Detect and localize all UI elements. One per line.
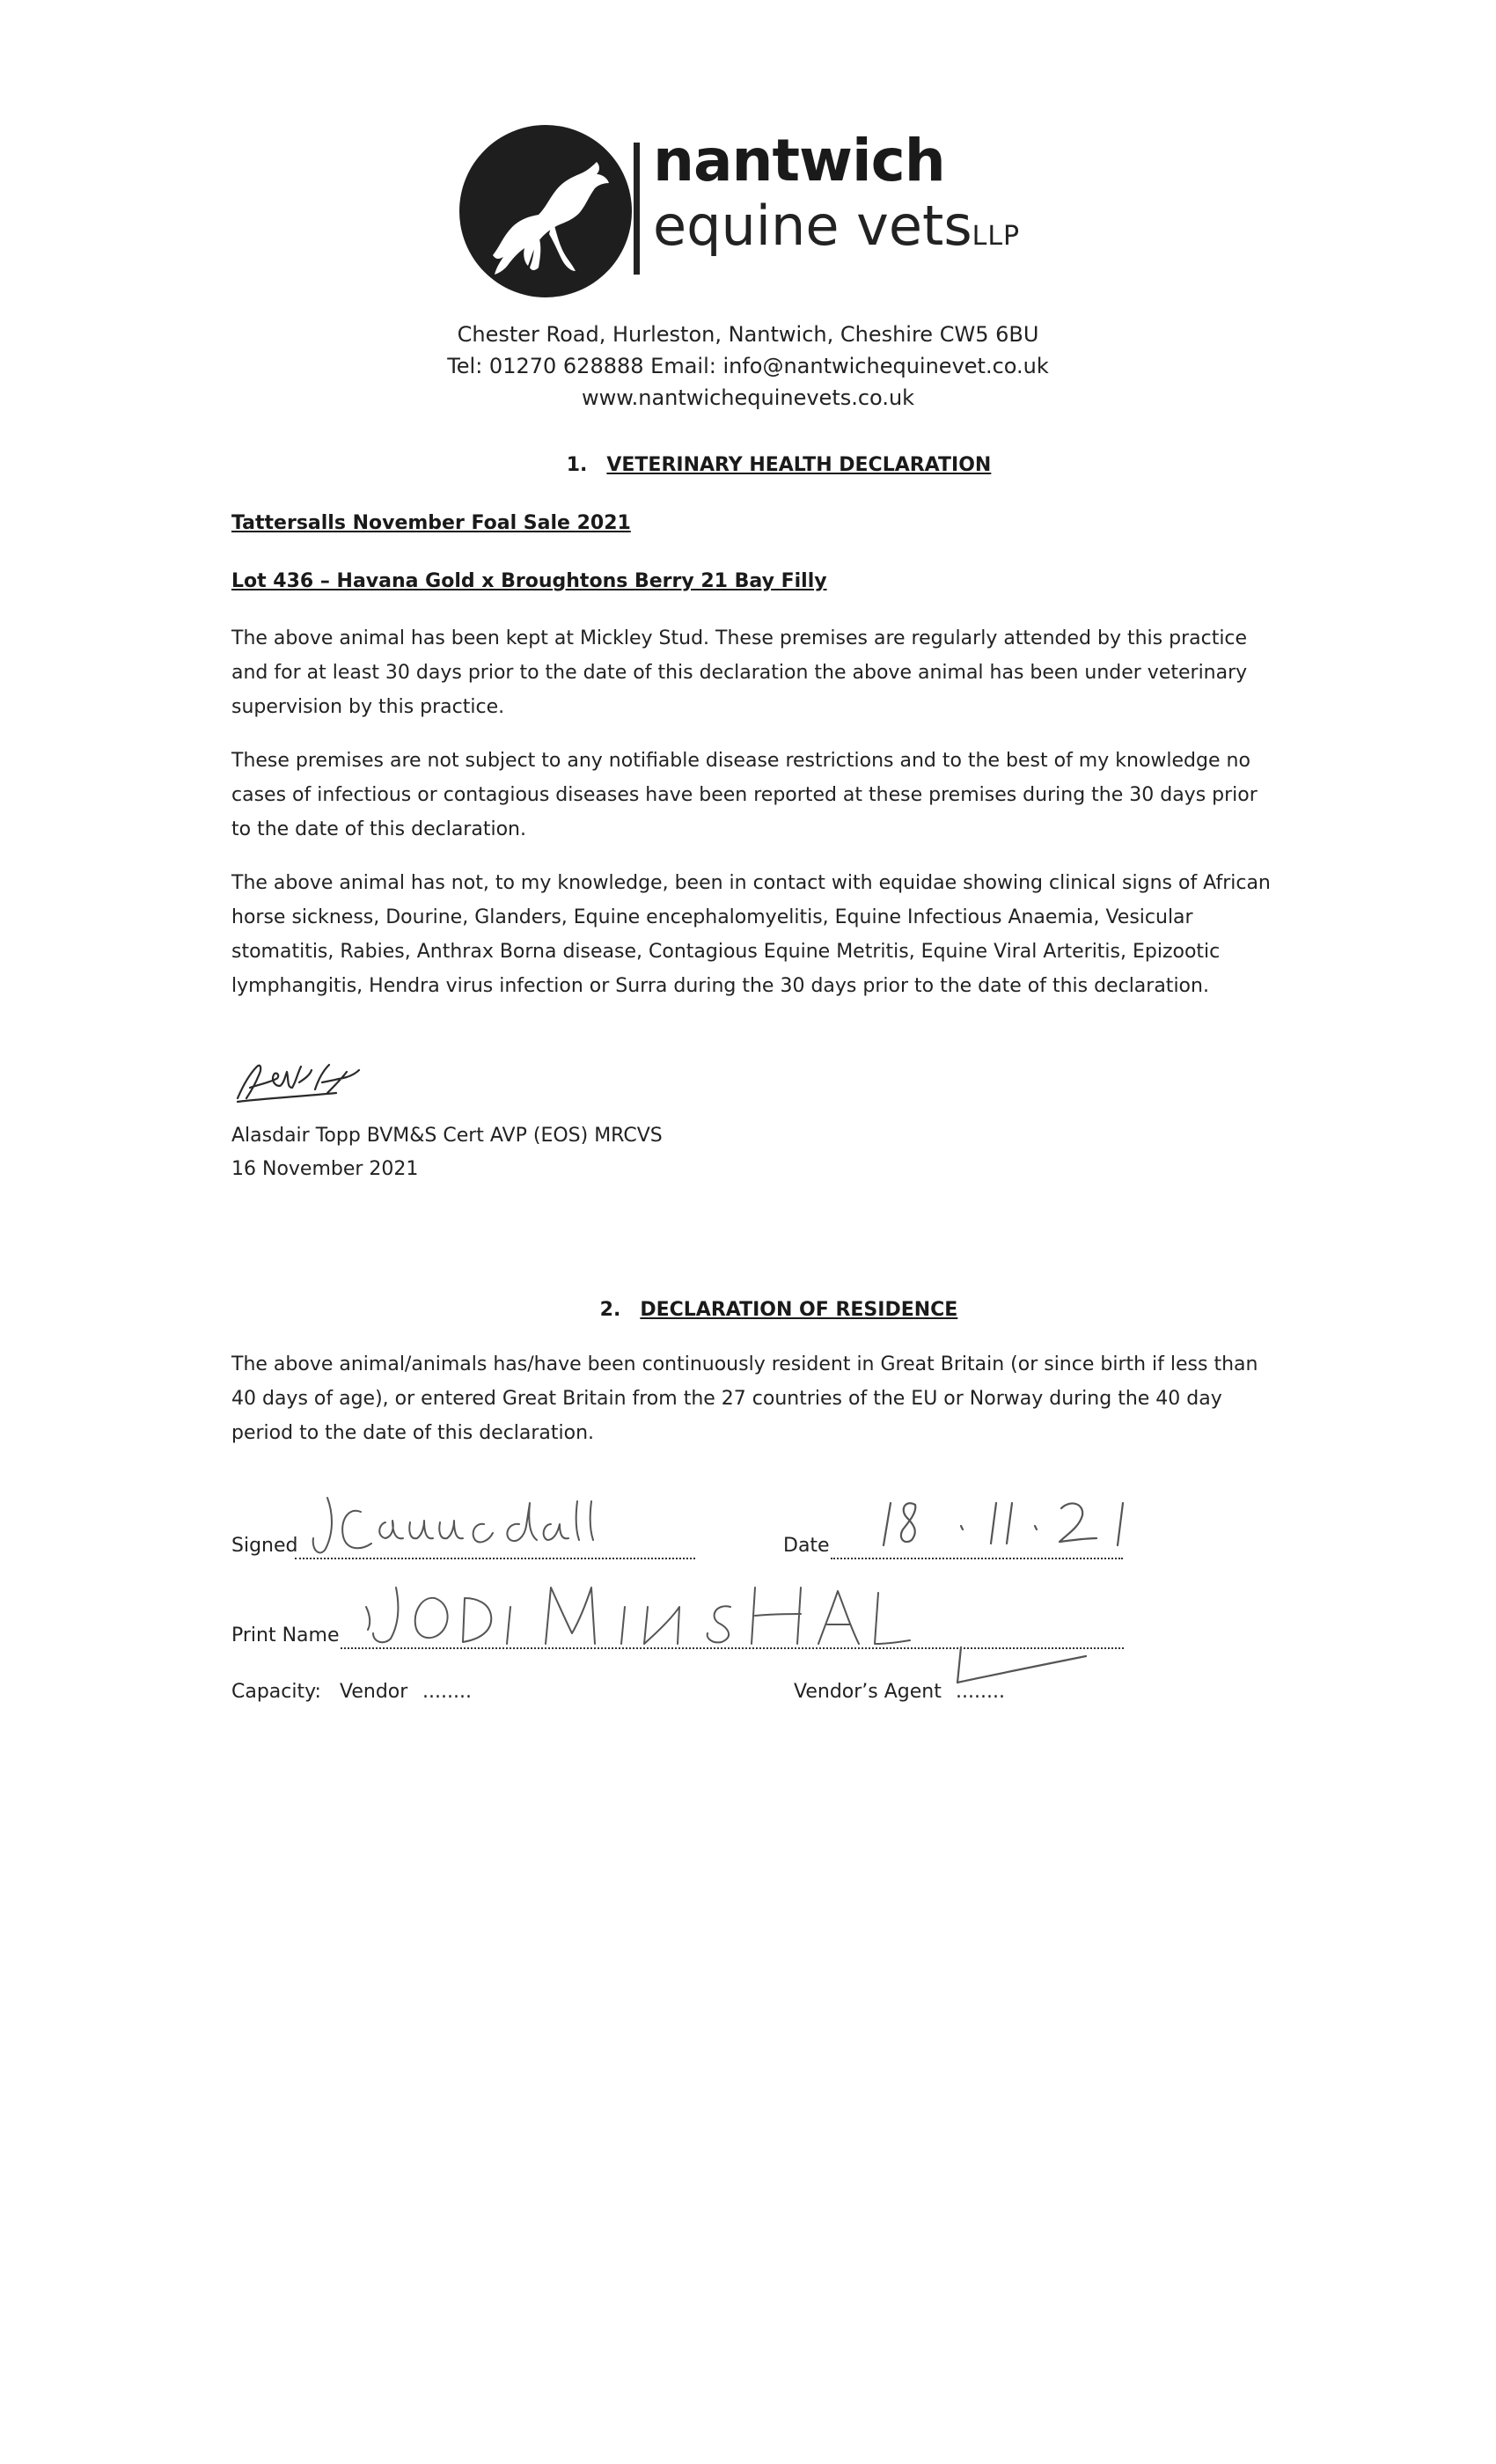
residence-paragraph: The above animal/animals has/have been continuously resident in Great Britain (or since birth if less than 40 days of age), or entered Great Britain from the 27 countries of the EU or Norway during the 40 day period to the date of this declaration. <box>231 1353 1258 1444</box>
date-label: Date <box>783 1535 830 1557</box>
lot-heading: Lot 436 – Havana Gold x Broughtons Berry 21 Bay Filly <box>231 570 827 592</box>
section-title: VETERINARY HEALTH DECLARATION <box>606 454 992 476</box>
letterhead-address <box>0 319 1496 414</box>
website-line: www.nantwichequinevets.co.uk <box>581 385 915 410</box>
disease-restrictions-paragraph: These premises are not subject to any notifiable disease restrictions and to the best of my knowledge no cases of infectious or contagious diseases have been reported at these premises during the 30 days prior to the date of this declaration. <box>231 750 1258 840</box>
section-number: 1. <box>566 454 588 476</box>
supervision-paragraph: The above animal has been kept at Mickley Stud. These premises are regularly attended by this practice and for at least 30 days prior to the date of this declaration the above animal has been under veterinary supervision by this practice. <box>231 627 1248 718</box>
agent-dots: ........ <box>956 1681 1005 1703</box>
brand-sub-text: equine vets <box>653 194 972 258</box>
section-2-heading <box>0 1299 1496 1321</box>
agent-check-mark <box>954 1644 1095 1697</box>
print-name-label: Print Name <box>231 1624 340 1646</box>
vendor-signature <box>308 1485 695 1561</box>
capacity-label: Capacity: <box>231 1681 321 1703</box>
vendors-agent-label: Vendor’s Agent <box>794 1681 942 1703</box>
vendor-label: Vendor <box>340 1681 408 1703</box>
brand-name: nantwich <box>653 127 945 194</box>
handwritten-date <box>880 1491 1144 1552</box>
vet-signature <box>231 1047 371 1109</box>
jumping-horse-logo-icon <box>458 123 634 299</box>
date-line <box>831 1558 1123 1559</box>
vet-declaration-date: 16 November 2021 <box>231 1158 419 1180</box>
vendor-dots: ........ <box>422 1681 472 1703</box>
contact-line: Tel: 01270 628888 Email: info@nantwichequinevet.co.uk <box>447 354 1049 378</box>
brand-subtitle <box>653 194 1021 258</box>
section-title: DECLARATION OF RESIDENCE <box>640 1299 958 1321</box>
section-number: 2. <box>599 1299 621 1321</box>
handwritten-print-name <box>361 1572 924 1651</box>
contact-diseases-paragraph: The above animal has not, to my knowledge, been in contact with equidae showing clinical signs of African horse sickness, Dourine, Glanders, Equine encephalomyelitis, Equine Infectious Anaemia, Vesicular stomatitis, Rabies, Anthrax Borna disease, Contagious Equine Metritis, Equine Viral Arteritis, Epizootic lymphangitis, Hendra virus infection or Surra during the 30 days prior to the date of this declaration. <box>231 872 1271 997</box>
address-line: Chester Road, Hurleston, Nantwich, Cheshire CW5 6BU <box>457 322 1039 347</box>
brand-suffix: LLP <box>972 221 1021 252</box>
letterhead-logo <box>458 123 1056 299</box>
logo-divider <box>634 143 640 275</box>
vet-name: Alasdair Topp BVM&S Cert AVP (EOS) MRCVS <box>231 1125 663 1147</box>
section-1-heading <box>0 454 1496 476</box>
signed-label: Signed <box>231 1535 298 1557</box>
sale-heading: Tattersalls November Foal Sale 2021 <box>231 512 631 534</box>
